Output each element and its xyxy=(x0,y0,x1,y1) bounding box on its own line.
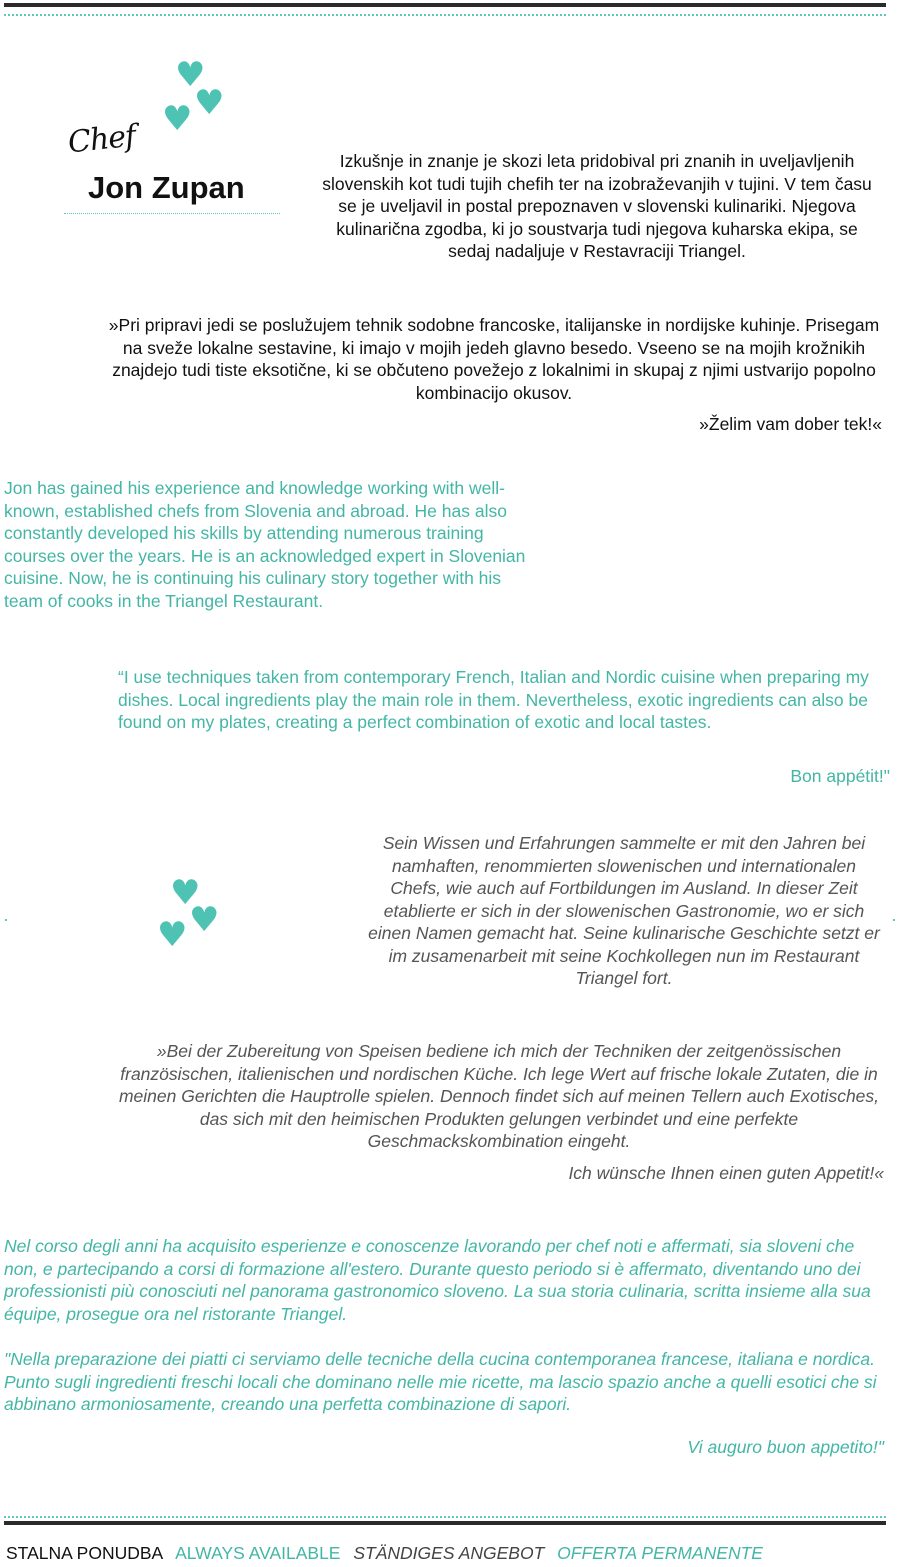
top-rule xyxy=(4,3,886,7)
heart-icon: ♥ xyxy=(175,55,206,95)
name-underline xyxy=(64,213,280,214)
german-sign-off: Ich wünsche Ihnen einen guten Appetit!« xyxy=(568,1163,884,1183)
top-dotted-rule xyxy=(4,14,886,16)
heart-icon: ♥ xyxy=(194,83,225,123)
footer-it: OFFERTA PERMANENTE xyxy=(557,1543,763,1563)
english-intro: Jon has gained his experience and knowledge working with well-known, established chefs from Slovenia and abroad. He has also constantly developed his skills by attending numerous training courses over the years. He is an acknowledged expert in Slovenian cuisine. Now, he is continuing his culinary story together with his team of cooks in the Triangel Restaurant. xyxy=(4,478,526,611)
german-intro: Sein Wissen und Erfahrungen sammelte er mit den Jahren bei namhaften, renommierten slowenischen und internationalen Chefs, wie auch auf Fortbildungen im Ausland. In dieser Zeit etablierte er sich in der slowenischen Gastronomie, wo er sich einen Namen gemacht hat. Seine kulinarische Geschichte setzt er im zusamenarbeit mit seine Kochkollegen nun im Restaurant Triangel fort. xyxy=(368,833,880,988)
footer-sl: STALNA PONUDBA xyxy=(6,1543,164,1563)
italian-intro: Nel corso degli anni ha acquisito esperienze e conoscenze lavorando per chef noti e affermati, sia sloveni che non, e partecipando a corsi di formazione all'estero. Durante questo periodo si è affermato, diventando uno dei professionisti più conosciuti nel panorama gastronomico sloveno. La sua storia culinaria, scritta insieme alla sua équipe, prosegue ora nel ristorante Triangel. xyxy=(4,1236,871,1324)
english-quote: “I use techniques taken from contemporary French, Italian and Nordic cuisine when preparing my dishes. Local ingredients play the main role in them. Nevertheless, exotic ingredients can also be found on my plates, creating a perfect combination of exotic and local tastes. xyxy=(118,667,869,732)
slovenian-quote: »Pri pripravi jedi se poslužujem tehnik sodobne francoske, italijanske in nordijske kuhinje. Prisegam na sveže lokalne sestavine, ki imajo v mojih jedeh glavno besedo. Vseeno se na mojih krožnikih znajdejo tudi tiste eksotične, ki se občuteno povežejo z lokalnimi in skupaj z njimi ustvarijo popolno kombinacijo okusov. xyxy=(108,315,880,403)
bottom-rule xyxy=(4,1521,886,1525)
heart-icon: ♥ xyxy=(189,900,220,940)
english-sign-off: Bon appétit!" xyxy=(790,766,890,786)
heart-icon: ♥ xyxy=(157,915,188,955)
decor-dot xyxy=(893,919,895,921)
italian-sign-off: Vi auguro buon appetito!" xyxy=(687,1437,884,1457)
footer xyxy=(6,1543,771,1564)
chef-name: Jon Zupan xyxy=(88,170,245,205)
decor-dot xyxy=(5,919,7,921)
heart-icon: ♥ xyxy=(170,873,201,913)
footer-de: STÄNDIGES ANGEBOT xyxy=(353,1543,545,1563)
slovenian-sign-off: »Želim vam dober tek!« xyxy=(699,414,882,434)
footer-en: ALWAYS AVAILABLE xyxy=(175,1543,341,1563)
italian-quote: "Nella preparazione dei piatti ci serviamo delle tecniche della cucina contemporanea francese, italiana e nordica. Punto sugli ingredienti freschi locali che dominano nelle mie ricette, ma lascio spazio anche a quelli esotici che si abbinano armoniosamente, creando una perfetta combinazione di sapori. xyxy=(4,1349,877,1414)
bottom-dotted-rule xyxy=(4,1516,886,1518)
german-quote: »Bei der Zubereitung von Speisen bediene ich mich der Techniken der zeitgenössischen französischen, italienischen und nordischen Küche. Ich lege Wert auf frische lokale Zutaten, die in meinen Gerichten die Hauptrolle spielen. Dennoch findet sich auf meinen Tellern auch Exotisches, das sich mit den heimischen Produkten gelungen verbindet und eine perfekte Geschmackskombination eingeht. xyxy=(118,1041,880,1151)
chef-label: Chef xyxy=(66,118,137,161)
heart-icon: ♥ xyxy=(162,99,193,139)
slovenian-intro: Izkušnje in znanje je skozi leta pridobival pri znanih in uveljavljenih slovenskih kot tudi tujih chefih ter na izobraževanjih v tujini. V tem času se je uveljavil in postal prepoznaven v slovenski kulinariki. Njegova kulinarična zgodba, ki jo soustvarja tudi njegova kuharska ekipa, se sedaj nadaljuje v Restavraciji Triangel. xyxy=(322,151,872,261)
